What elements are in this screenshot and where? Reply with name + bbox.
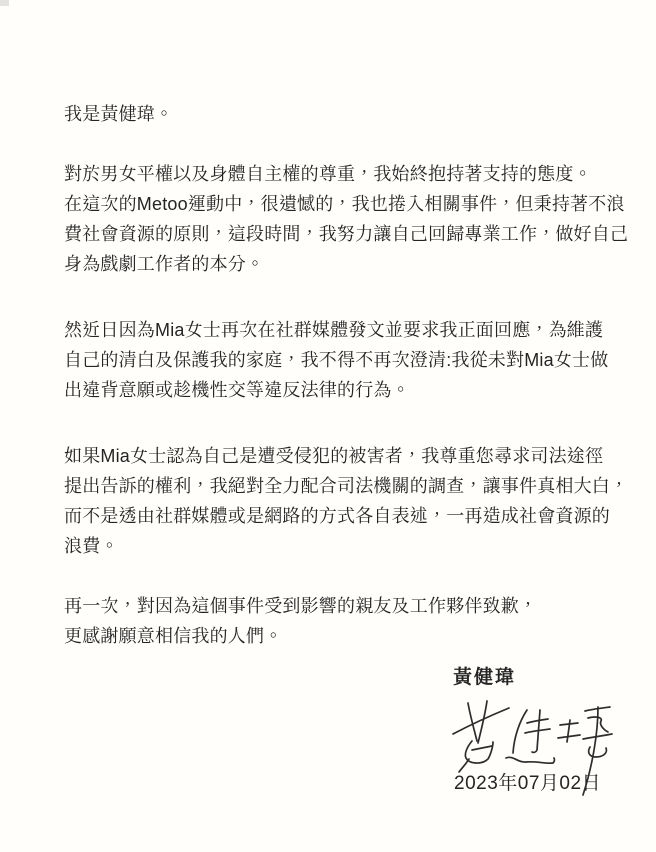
text-line: 身為戲劇工作者的本分。	[64, 254, 265, 274]
signature-typed-name: 黃健瑋	[453, 667, 517, 688]
text-line: 出違背意願或趁機性交等違反法律的行為。	[64, 380, 410, 400]
text-line: 然近日因為Mia女士再次在社群媒體發文並要求我正面回應，為維護	[64, 320, 604, 340]
paragraph-clarification	[64, 315, 616, 405]
text-line: 對於男女平權以及身體自主權的尊重，我始終抱持著支持的態度。	[64, 164, 592, 184]
text-line: 而不是透由社群媒體或是網路的方式各自表述，一再造成社會資源的	[64, 506, 610, 526]
handwritten-signature	[448, 692, 618, 802]
text-line: 自己的清白及保護我的家庭，我不得不再次澄清:我從未對Mia女士做	[64, 350, 609, 370]
text-line: 在這次的Metoo運動中，很遺憾的，我也捲入相關事件，但秉持著不浪	[64, 194, 625, 214]
text-line: 費社會資源的原則，這段時間，我努力讓自己回歸專業工作，做好自己	[64, 224, 629, 244]
text-line: 如果Mia女士認為自己是遭受侵犯的被害者，我尊重您尋求司法途徑	[64, 446, 604, 466]
paragraph-stance	[64, 159, 629, 279]
paragraph-intro	[64, 99, 616, 129]
text-line: 提出告訴的權利，我絕對全力配合司法機關的調查，讓事件真相大白，	[64, 476, 629, 496]
letter-body	[64, 0, 629, 651]
scan-corner-artifact	[0, 0, 9, 6]
text-line: 再一次，對因為這個事件受到影響的親友及工作夥伴致歉，	[64, 596, 538, 616]
text-line: 浪費。	[64, 536, 119, 556]
text-line: 更感謝願意相信我的人們。	[64, 626, 283, 646]
signature-date: 2023年07月02日	[454, 773, 602, 794]
paragraph-legal	[64, 441, 629, 561]
text-line: 我是黃健瑋。	[64, 104, 174, 124]
paragraph-apology	[64, 591, 616, 651]
